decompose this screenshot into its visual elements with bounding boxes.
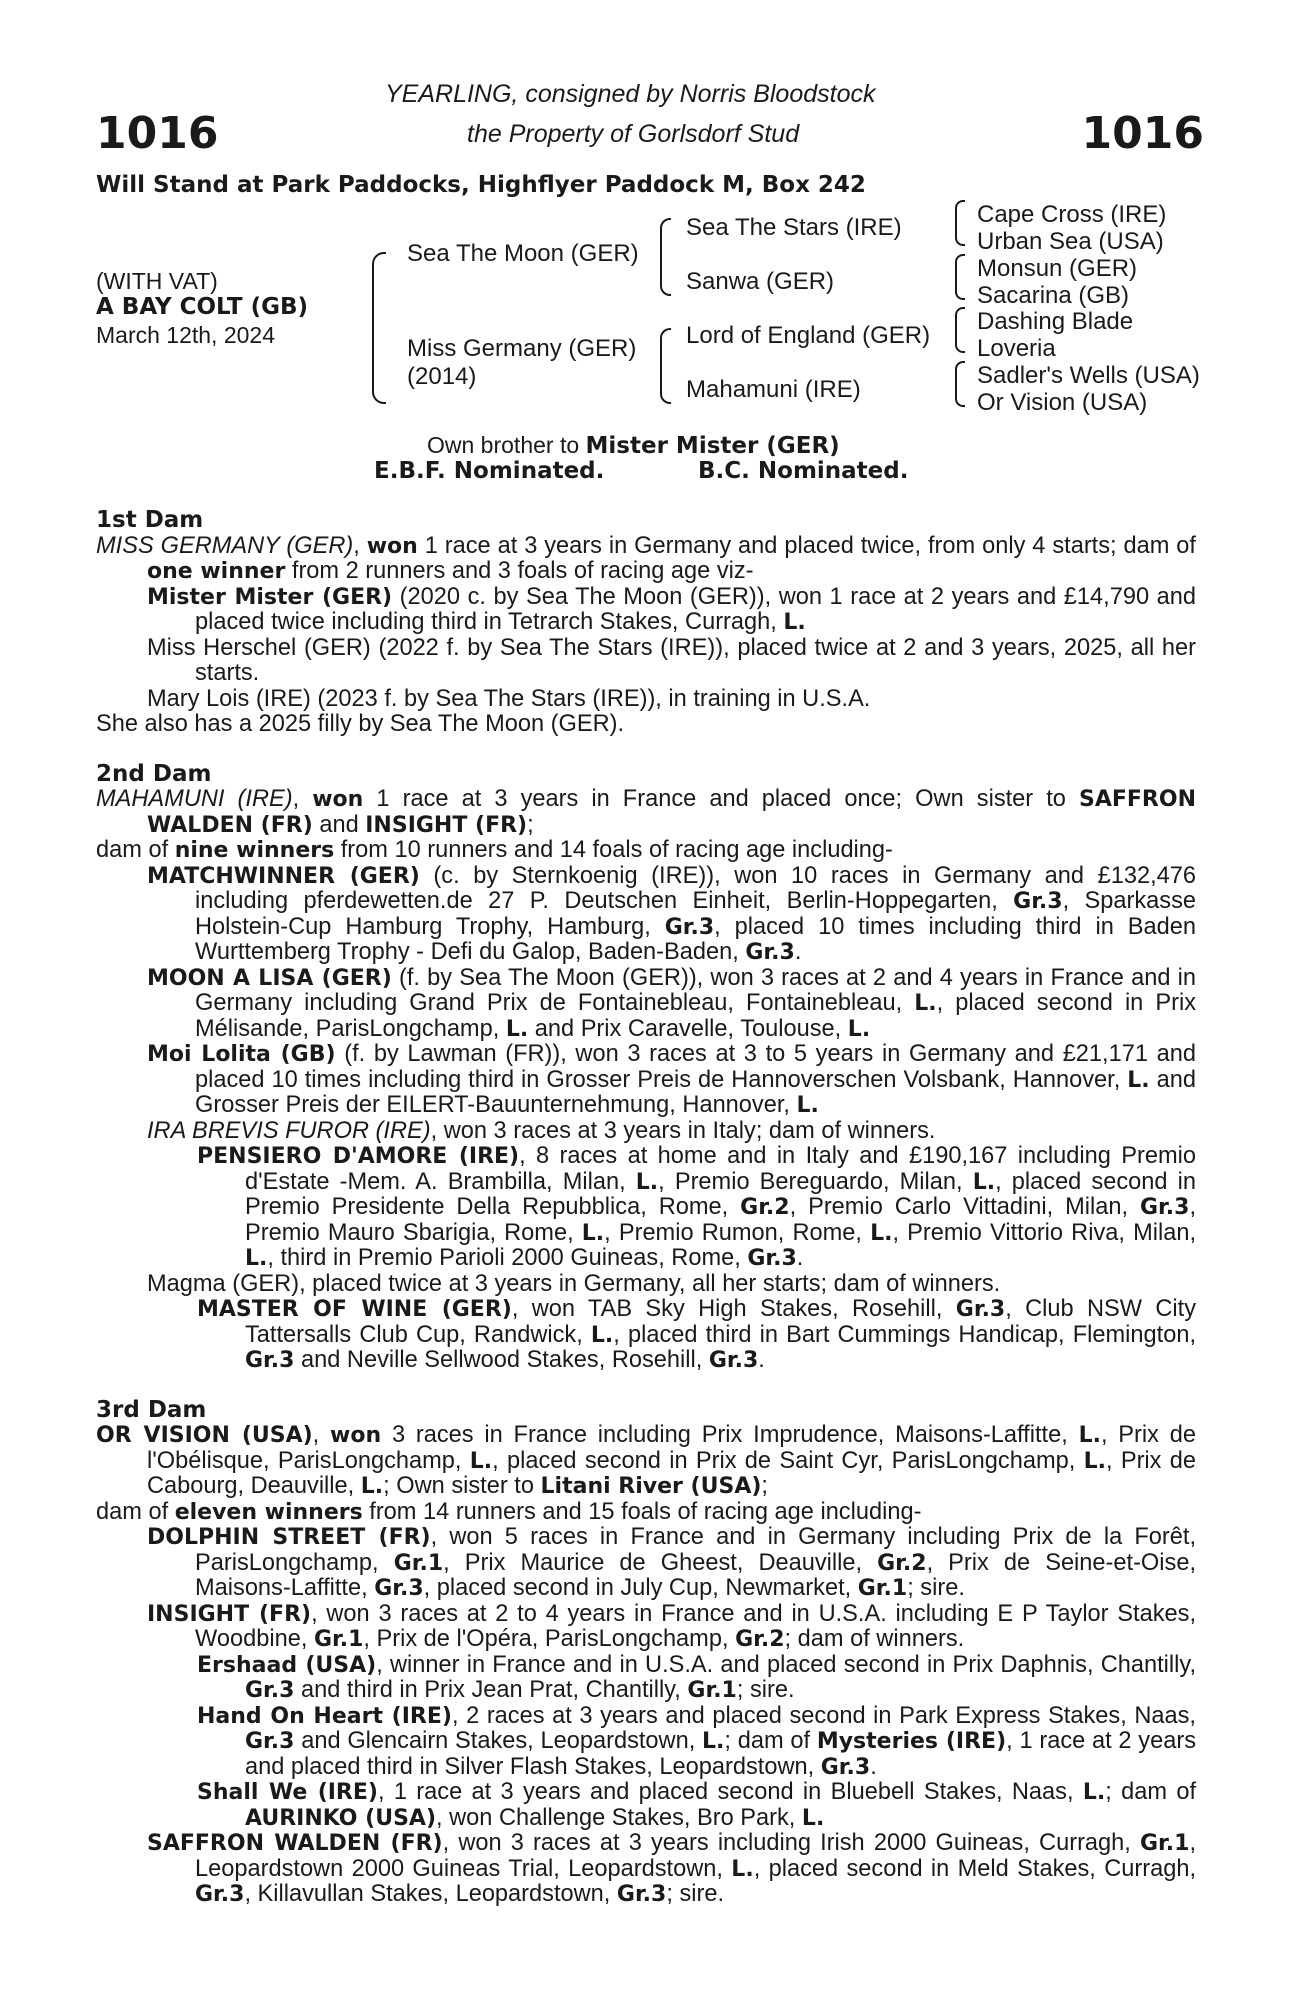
own-brother-name: Mister Mister (GER) — [585, 433, 840, 459]
lot-number-right: 1016 — [1081, 108, 1204, 159]
dam-year: (2014) — [407, 363, 477, 390]
produce-moi-lolita: Moi Lolita (GB) (f. by Lawman (FR)), won 3 races at 3 to 5 years in Germany and £21,171 and placed 10 times including third in Grosser Preis de Hannoverschen Volsbank, Hannover, L. and Grosser Preis der EILERT-Bauunternehmung, Hannover, L. — [147, 1041, 1196, 1118]
catalogue-body — [96, 508, 1196, 1908]
bc-nominated: B.C. Nominated. — [698, 458, 909, 484]
produce-saffron-walden: SAFFRON WALDEN (FR), won 3 races at 3 years including Irish 2000 Guineas, Curragh, Gr.1, Leopardstown 2000 Guineas Trial, Leopardstown, L., placed second in Meld Stakes, Curragh, Gr.3, Killavullan Stakes, Leopardstown, Gr.3; sire. — [147, 1830, 1196, 1907]
grandparent-2: Urban Sea (USA) — [977, 228, 1164, 255]
pedigree-brace-gen1 — [372, 252, 386, 404]
produce-miss-herschel: Miss Herschel (GER) (2022 f. by Sea The Stars (IRE)), placed twice at 2 and 3 years, 2025, all her starts. — [147, 634, 1196, 686]
sire-name: Sea The Moon (GER) — [407, 240, 639, 267]
produce-moon-a-lisa: MOON A LISA (GER) (f. by Sea The Moon (GER)), won 3 races at 2 and 4 years in France and in Germany including Grand Prix de Fontainebleau, Fontainebleau, L., placed second in Prix Mélisande, ParisLongchamp, L. and Prix Caravelle, Toulouse, L. — [147, 964, 1196, 1042]
first-dam-record: MISS GERMANY (GER), won 1 race at 3 years in Germany and placed twice, from only 4 starts; dam of one winner from 2 runners and 3 foals of racing age viz- — [96, 532, 1196, 584]
produce-pensiero-damore: PENSIERO D'AMORE (IRE), 8 races at home and in Italy and £190,167 including Premio d'Estate -Mem. A. Brambilla, Milan, L., Premio Bereguardo, Milan, L., placed second in Premio Presidente Della Repubblica, Rome, Gr.2, Premio Carlo Vittadini, Milan, Gr.3, Premio Mauro Sbarigia, Rome, L., Premio Rumon, Rome, L., Premio Vittorio Riva, Milan, L., third in Premio Parioli 2000 Guineas, Rome, Gr.3. — [197, 1143, 1196, 1271]
produce-magma: Magma (GER), placed twice at 3 years in Germany, all her starts; dam of winners. — [147, 1270, 1001, 1297]
sire-dam: Sanwa (GER) — [686, 268, 835, 295]
produce-hand-on-heart: Hand On Heart (IRE), 2 races at 3 years and placed second in Park Express Stakes, Naas, Gr.3 and Glencairn Stakes, Leopardstown, L.; dam of Mysteries (IRE), 1 race at 2 years and placed third in Silver Flash Stakes, Leopardstown, Gr.3. — [197, 1702, 1196, 1780]
first-dam-heading: 1st Dam — [96, 507, 204, 533]
second-dam-heading: 2nd Dam — [96, 760, 212, 787]
vat-label: (WITH VAT) — [96, 268, 218, 294]
third-dam-produce-summary: dam of eleven winners from 14 runners and 15 foals of racing age including- — [96, 1498, 922, 1525]
ebf-nominated: E.B.F. Nominated. — [374, 458, 605, 484]
third-dam-record: OR VISION (USA), won 3 races in France including Prix Imprudence, Maisons-Laffitte, L., Prix de l'Obélisque, ParisLongchamp, L., placed second in Prix de Saint Cyr, ParisLongchamp, L., Prix de Cabourg, Deauville, L.; Own sister to Litani River (USA); — [96, 1422, 1197, 1499]
own-brother-note — [427, 432, 840, 459]
grandparent-1: Cape Cross (IRE) — [977, 201, 1167, 228]
stand-location: Will Stand at Park Paddocks, Highflyer Paddock M, Box 242 — [96, 172, 866, 198]
produce-mary-lois: Mary Lois (IRE) (2023 f. by Sea The Stars (IRE)), in training in U.S.A. — [147, 685, 871, 712]
dam-name: Miss Germany (GER) — [407, 335, 637, 362]
first-dam-filly-note: She also has a 2025 filly by Sea The Moon (GER). — [96, 711, 625, 737]
grandparent-5: Dashing Blade — [977, 308, 1134, 335]
grandparent-7: Sadler's Wells (USA) — [977, 362, 1200, 389]
third-dam-heading: 3rd Dam — [96, 1396, 207, 1423]
dam-sire: Lord of England (GER) — [686, 322, 931, 349]
produce-ershaad: Ershaad (USA), winner in France and in U.S.A. and placed second in Prix Daphnis, Chantilly, Gr.3 and third in Prix Jean Prat, Chantilly, Gr.1; sire. — [197, 1651, 1196, 1703]
lot-number-left: 1016 — [96, 108, 219, 159]
grandparent-8: Or Vision (USA) — [977, 389, 1148, 416]
foaling-date: March 12th, 2024 — [96, 322, 276, 348]
consignor-line: YEARLING, consigned by Norris Bloodstock — [385, 80, 876, 108]
pedigree-brace-g3 — [955, 307, 965, 353]
second-dam-record: MAHAMUNI (IRE), won 1 race at 3 years in France and placed once; Own sister to SAFFRON WALDEN (FR) and INSIGHT (FR); — [96, 786, 1196, 838]
produce-mister-mister: Mister Mister (GER) (2020 c. by Sea The Moon (GER)), won 1 race at 2 years and £14,790 and placed twice including third in Tetrarch Stakes, Curragh, L. — [147, 583, 1196, 635]
pedigree-brace-g1 — [955, 200, 965, 246]
sire-sire: Sea The Stars (IRE) — [686, 214, 902, 241]
second-dam-produce-summary: dam of nine winners from 10 runners and 14 foals of racing age including- — [96, 837, 893, 863]
grandparent-6: Loveria — [977, 335, 1056, 362]
own-brother-prefix: Own brother to — [427, 432, 586, 458]
produce-master-of-wine: MASTER OF WINE (GER), won TAB Sky High Stakes, Rosehill, Gr.3, Club NSW City Tattersalls Club Cup, Randwick, L., placed third in Bart Cummings Handicap, Flemington, Gr.3 and Neville Sellwood Stakes, Rosehill, Gr.3. — [197, 1296, 1197, 1373]
property-line: the Property of Gorlsdorf Stud — [467, 120, 800, 148]
pedigree-brace-g2 — [955, 254, 965, 300]
pedigree-brace-dam — [660, 328, 671, 404]
grandparent-3: Monsun (GER) — [977, 255, 1138, 282]
produce-ira-brevis-furor: IRA BREVIS FUROR (IRE), won 3 races at 3 years in Italy; dam of winners. — [147, 1117, 936, 1144]
produce-insight: INSIGHT (FR), won 3 races at 2 to 4 years in France and in U.S.A. including E P Taylor Stakes, Woodbine, Gr.1, Prix de l'Opéra, ParisLongchamp, Gr.2; dam of winners. — [147, 1600, 1196, 1652]
produce-shall-we: Shall We (IRE), 1 race at 3 years and placed second in Bluebell Stakes, Naas, L.; dam of AURINKO (USA), won Challenge Stakes, Bro Park, L. — [197, 1779, 1197, 1831]
horse-name: A BAY COLT (GB) — [96, 294, 309, 320]
produce-matchwinner: MATCHWINNER (GER) (c. by Sternkoenig (IRE)), won 10 races in Germany and £132,476 including pferdewetten.de 27 P. Deutschen Einheit, Berlin-Hoppegarten, Gr.3, Sparkasse Holstein-Cup Hamburg Trophy, Hamburg, Gr.3, placed 10 times including third in Baden Wurttemberg Trophy - Defi du Galop, Baden-Baden, Gr.3. — [147, 862, 1196, 965]
pedigree-brace-sire — [660, 218, 671, 296]
pedigree-brace-g4 — [955, 361, 965, 407]
dam-dam: Mahamuni (IRE) — [686, 376, 861, 403]
grandparent-4: Sacarina (GB) — [977, 282, 1130, 309]
produce-dolphin-street: DOLPHIN STREET (FR), won 5 races in France and in Germany including Prix de la Forêt, ParisLongchamp, Gr.1, Prix Maurice de Gheest, Deauville, Gr.2, Prix de Seine-et-Oise, Maisons-Laffitte, Gr.3, placed second in July Cup, Newmarket, Gr.1; sire. — [147, 1524, 1197, 1601]
